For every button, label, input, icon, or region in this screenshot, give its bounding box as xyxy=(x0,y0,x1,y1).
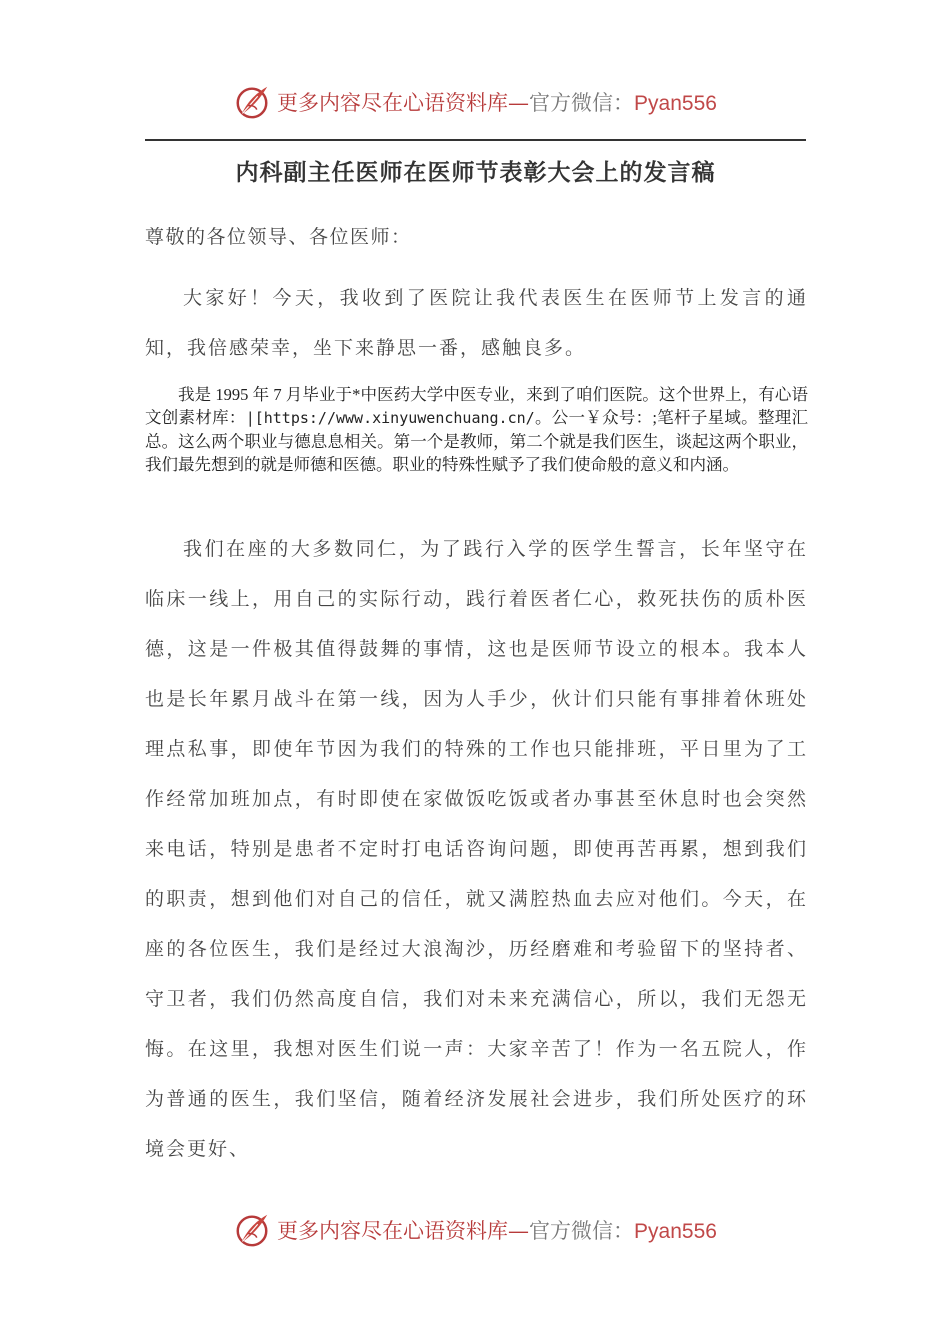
banner-brand: 更多内容尽在心语资料库 xyxy=(277,1219,509,1243)
paragraph-3: 我们在座的大多数同仁，为了践行入学的医学生誓言，长年坚守在临床一线上，用自己的实际行动，践行着医者仁心，救死扶伤的质朴医德，这是一件极其值得鼓舞的事情，这也是医师节设立的根本。我本人也是长年累月战斗在第一线，因为人手少，伙计们只能有事排着休班处理点私事，即使年节因为我们的特殊的工作也只能排班，平日里为了工作经常加班加点，有时即使在家做饭吃饭或者办事甚至休息时也会突然来电话，特别是患者不定时打电话咨询问题，即使再苦再累，想到我们的职责，想到他们对自己的信任，就又满腔热血去应对他们。今天，在座的各位医生，我们是经过大浪淘沙，历经磨难和考验留下的坚持者、守卫者，我们仍然高度自信，我们对未来充满信心，所以，我们无怨无悔。在这里，我想对医生们说一声：大家辛苦了！作为一名五院人，作为普通的医生，我们坚信，随着经济发展社会进步，我们所处医疗的环境会更好、 xyxy=(145,538,808,1160)
quill-pen-logo-icon xyxy=(233,83,271,121)
paragraph-2-url: |[https://www.xinyuwenchuang.cn/ xyxy=(245,409,535,427)
paragraph-2-text-b: 。公一￥众号：;笔杆子星域。整理汇总。这么两个职业与德息息相关。第一个是教师，第二个就是我们医生，谈起这两个职业，我们最先想到的就是师德和医德。职业的特殊性赋予了我们使命般的意义和内涵。 xyxy=(145,408,809,474)
header-banner-text xyxy=(277,87,717,117)
banner-brand: 更多内容尽在心语资料库 xyxy=(277,91,509,115)
header-banner xyxy=(0,80,950,124)
banner-wechat-label: 官方微信： xyxy=(529,1219,635,1243)
header-divider xyxy=(145,139,806,141)
banner-dash: — xyxy=(508,91,530,115)
footer-banner xyxy=(0,1208,950,1252)
banner-wechat-id: Pyan556 xyxy=(634,92,717,115)
salutation: 尊敬的各位领导、各位医师： xyxy=(145,226,412,248)
paragraph-2-text-a: 我是 1995 年 7 月毕业于*中医药大学中医专业，来到了咱们医院。这个世界上，有心语文创素材库： xyxy=(145,385,808,427)
banner-dash: — xyxy=(508,1219,530,1243)
paragraph-1: 大家好！今天，我收到了医院让我代表医生在医师节上发言的通知，我倍感荣幸，坐下来静思一番，感触良多。 xyxy=(145,287,808,359)
quill-pen-logo-icon xyxy=(233,1211,271,1249)
banner-wechat-id: Pyan556 xyxy=(634,1220,717,1243)
footer-banner-text xyxy=(277,1215,717,1245)
document-title: 内科副主任医师在医师节表彰大会上的发言稿 xyxy=(235,159,716,186)
paragraph-2 xyxy=(145,383,808,476)
banner-wechat-label: 官方微信： xyxy=(529,91,635,115)
